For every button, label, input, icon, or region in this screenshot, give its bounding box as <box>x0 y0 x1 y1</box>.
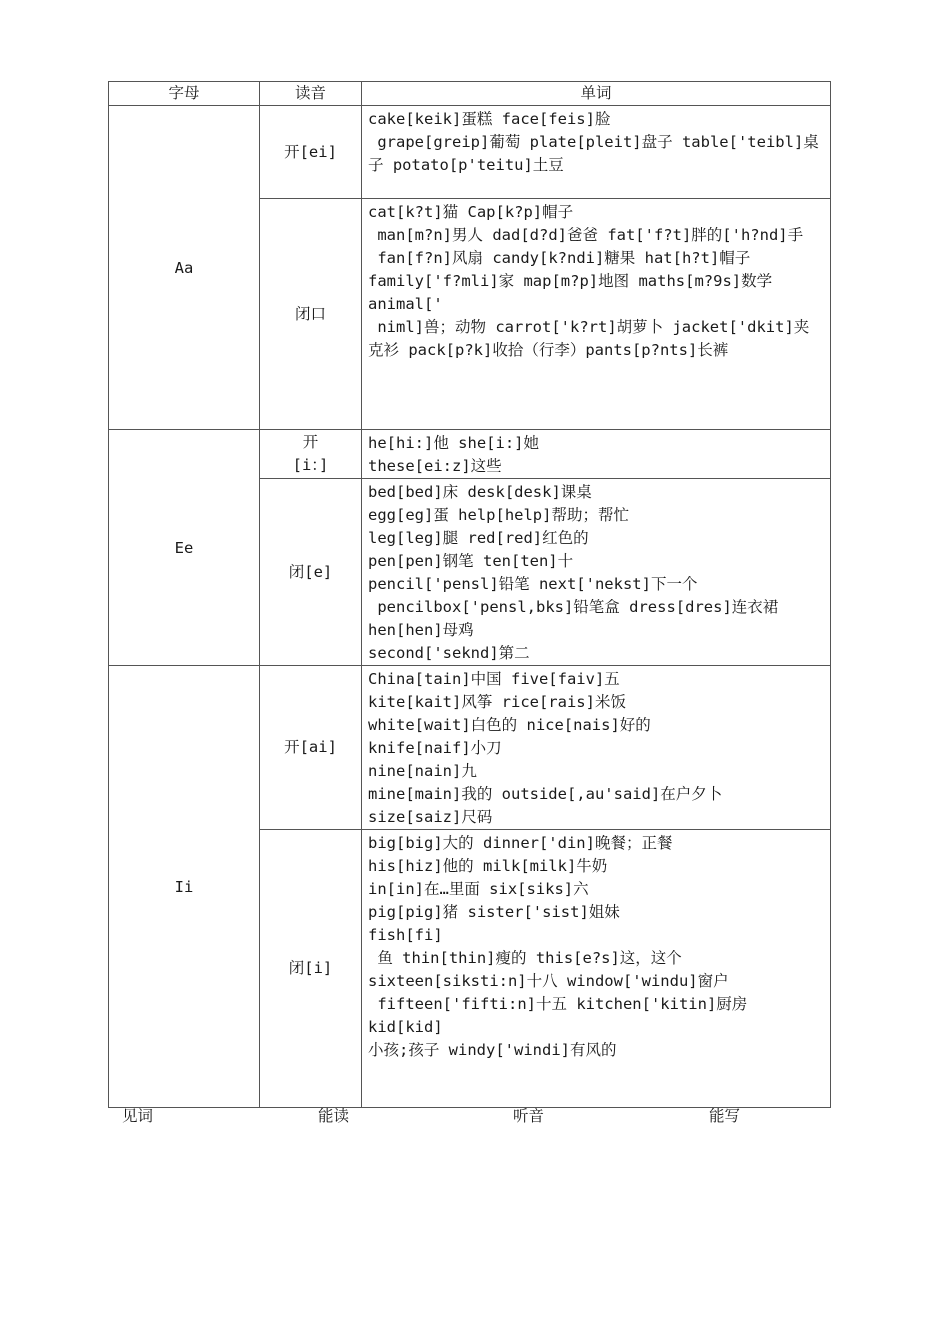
word-line: in[in]在…里面 six[siks]六 <box>368 880 589 898</box>
words-cell <box>362 479 831 666</box>
sound-label: 闭[e] <box>288 562 333 581</box>
word-line: cake[keik]蛋糕 face[feis]脸 <box>368 110 611 128</box>
phonics-table <box>108 81 831 1108</box>
words-cell <box>362 430 831 479</box>
sound-cell <box>260 199 362 430</box>
word-line: fifteen['fifti:n]十五 kitchen['kitin]厨房 kid[kid] <box>368 995 757 1036</box>
word-line: family['f?mli]家 map[m?p]地图 maths[m?9s]数学 <box>368 272 773 290</box>
word-line: man[m?n]男人 dad[d?d]爸爸 fat['f?t]胖的['h?nd]手 <box>368 226 804 244</box>
word-line: sixteen[siksti:n]十八 window['windu]窗户 <box>368 972 729 990</box>
sound-label: 开 [i：] <box>292 433 329 474</box>
word-line: fan[f?n]风扇 candy[k?ndi]糖果 hat[h?t]帽子 <box>368 249 751 267</box>
word-line: cat[k?t]猫 Cap[k?p]帽子 <box>368 203 574 221</box>
word-line: his[hiz]他的 milk[milk]牛奶 <box>368 857 608 875</box>
word-line: size[saiz]尺码 <box>368 808 493 826</box>
letter-cell: Ii <box>109 666 260 1108</box>
footer-labels <box>108 1104 830 1128</box>
word-line: egg[eg]蛋 help[help]帮助；帮忙 <box>368 506 629 524</box>
table-row <box>109 666 831 830</box>
word-line: pencilbox['pensl,bks]铅笔盒 dress[dres]连衣裙 <box>368 598 779 616</box>
sound-cell <box>260 479 362 666</box>
word-line: 子 potato[p'teitu]土豆 <box>368 156 564 174</box>
sound-cell <box>260 830 362 1108</box>
header-words: 单词 <box>362 82 831 106</box>
word-line: white[wait]白色的 nice[nais]好的 <box>368 716 651 734</box>
word-line: fish[fi] <box>368 926 443 944</box>
word-line: pen[pen]钢笔 ten[ten]十 <box>368 552 574 570</box>
sound-label: 开[ei] <box>284 142 337 161</box>
word-line: leg[leg]腿 red[red]红色的 <box>368 529 589 547</box>
word-line: mine[main]我的 outside[,au'said]在户夕卜 <box>368 785 723 803</box>
word-line: pig[pig]猪 sister['sist]姐妹 <box>368 903 620 921</box>
footer-label-can-write: 能写 <box>709 1107 741 1125</box>
letter-cell: Aa <box>109 106 260 430</box>
words-cell <box>362 106 831 199</box>
sound-label: 闭口 <box>294 304 326 323</box>
sound-cell <box>260 666 362 830</box>
header-letter: 字母 <box>109 82 260 106</box>
word-line: 小孩;孩子 windy['windi]有风的 <box>368 1041 617 1059</box>
words-cell <box>362 666 831 830</box>
sound-cell <box>260 430 362 479</box>
word-line: big[big]大的 dinner['din]晚餐；正餐 <box>368 834 673 852</box>
word-line: China[tain]中国 five[faiv]五 <box>368 670 620 688</box>
word-line: pencil['pensl]铅笔 next['nekst]下一个 <box>368 575 698 593</box>
word-line: kite[kait]风筝 rice[rais]米饭 <box>368 693 626 711</box>
word-line: niml]兽；动物 carrot['k?rt]胡萝卜 jacket['dkit]夹 <box>368 318 810 336</box>
word-line: knife[naif]小刀 <box>368 739 502 757</box>
letter-cell: Ee <box>109 430 260 666</box>
word-line: bed[bed]床 desk[desk]课桌 <box>368 483 592 501</box>
footer-label-see-word: 见词 <box>122 1107 154 1125</box>
sound-label: 闭[i] <box>288 959 333 977</box>
word-line: he[hi:]他 she[i:]她 <box>368 434 539 452</box>
sound-cell <box>260 106 362 199</box>
header-sound: 读音 <box>260 82 362 106</box>
word-line: grape[greip]葡萄 plate[pleit]盘子 table['teibl]桌 <box>368 133 819 151</box>
word-line: 鱼 thin[thin]瘦的 this[e?s]这，这个 <box>368 949 682 967</box>
word-line: these[ei:z]这些 <box>368 457 502 475</box>
footer-label-can-read: 能读 <box>318 1107 350 1125</box>
table-row <box>109 430 831 479</box>
word-line: hen[hen]母鸡 <box>368 621 474 639</box>
table-row <box>109 106 831 199</box>
words-cell <box>362 830 831 1108</box>
words-cell <box>362 199 831 430</box>
word-line: animal[' <box>368 295 443 313</box>
table-body <box>109 106 831 1108</box>
word-line: nine[nain]九 <box>368 762 477 780</box>
header-row <box>109 82 831 106</box>
word-line: 克衫 pack[p?k]收拾（行李）pants[p?nts]长裤 <box>368 341 729 359</box>
word-line: second['seknd]第二 <box>368 644 530 662</box>
sound-label: 开[ai] <box>284 738 337 756</box>
footer-label-listen: 听音 <box>513 1107 545 1125</box>
